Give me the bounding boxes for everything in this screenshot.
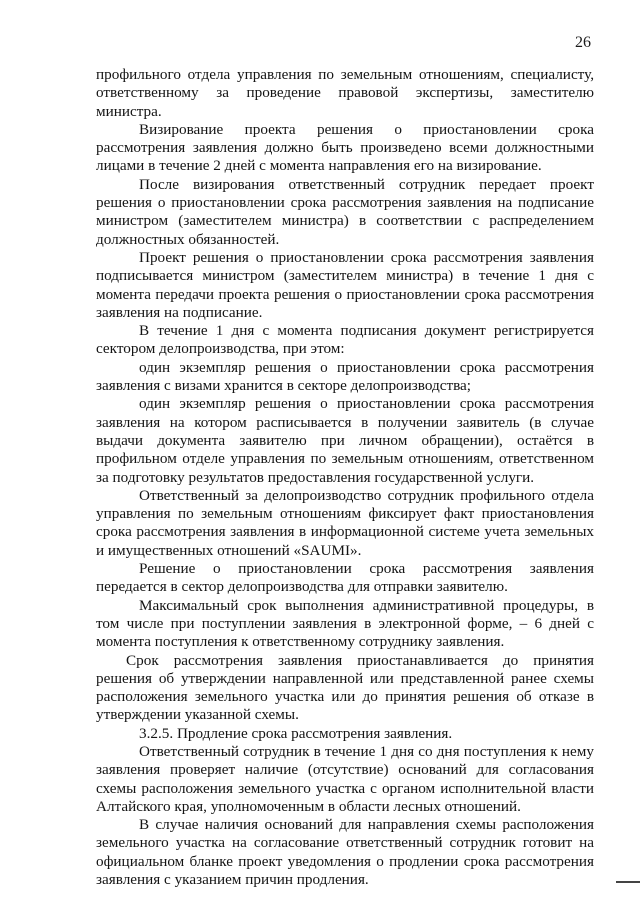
paragraph: Максимальный срок выполнения административной процедуры, в том числе при поступлении заявления в электронной форме, – 6 дней с момента поступления к ответственному сотруднику заявления.	[96, 596, 594, 651]
scan-edge-mark	[616, 881, 640, 893]
paragraph: Ответственный сотрудник в течение 1 дня со дня поступления к нему заявления проверяет наличие (отсутствие) оснований для согласования схемы расположения земельного участка с органом исполнительной власти Алтайского края, уполномоченным в области лесных отношений.	[96, 742, 594, 815]
page-number: 26	[575, 34, 591, 51]
paragraph: профильного отдела управления по земельным отношениям, специалисту, ответственному за проведение правовой экспертизы, заместителю министра.	[96, 66, 594, 120]
paragraph: один экземпляр решения о приостановлении срока рассмотрения заявления на котором расписывается в получении заявитель (в случае выдачи документа заявителю при личном обращении), остаётся в профильном отделе управления по земельным отношениям, ответственном за подготовку результатов предоставления государственной услуги.	[96, 395, 594, 486]
paragraph: Проект решения о приостановлении срока рассмотрения заявления подписывается министром (заместителем министра) в течение 1 дня с момента передачи проекта решения о приостановлении срока рассмотрения заявления на подписание.	[96, 248, 594, 321]
paragraph: В течение 1 дня с момента подписания документ регистрируется сектором делопроизводства, при этом:	[96, 322, 594, 358]
section-heading: 3.2.5. Продление срока рассмотрения заявления.	[139, 724, 453, 742]
paragraph: Визирование проекта решения о приостановлении срока рассмотрения заявления должно быть произведено всеми должностными лицами в течение 2 дней с момента направления его на визирование.	[96, 120, 594, 175]
paragraph: один экземпляр решения о приостановлении срока рассмотрения заявления с визами хранится в секторе делопроизводства;	[96, 358, 594, 395]
paragraph: Решение о приостановлении срока рассмотрения заявления передается в сектор делопроизводства для отправки заявителю.	[96, 560, 594, 596]
paragraph: Ответственный за делопроизводство сотрудник профильного отдела управления по земельным отношениям фиксирует факт приостановления срока рассмотрения заявления в информационной системе учета земельных и имущественных отношений «SAUMI».	[96, 486, 594, 559]
paragraph: В случае наличия оснований для направления схемы расположения земельного участка на согласование ответственный сотрудник готовит на официальном бланке проект уведомления о продлении срока рассмотрения заявления с указанием причин продления.	[96, 816, 594, 889]
paragraph: После визирования ответственный сотрудник передает проект решения о приостановлении срока рассмотрения заявления на подписание министром (заместителем министра) в соответствии с распределением должностных обязанностей.	[96, 175, 594, 248]
paragraph: Срок рассмотрения заявления приостанавливается до принятия решения об утверждении направленной или представленной ранее схемы расположения земельного участка или до принятия решения об отказе в утверждении указанной схемы.	[96, 651, 594, 724]
document-body	[96, 66, 594, 889]
